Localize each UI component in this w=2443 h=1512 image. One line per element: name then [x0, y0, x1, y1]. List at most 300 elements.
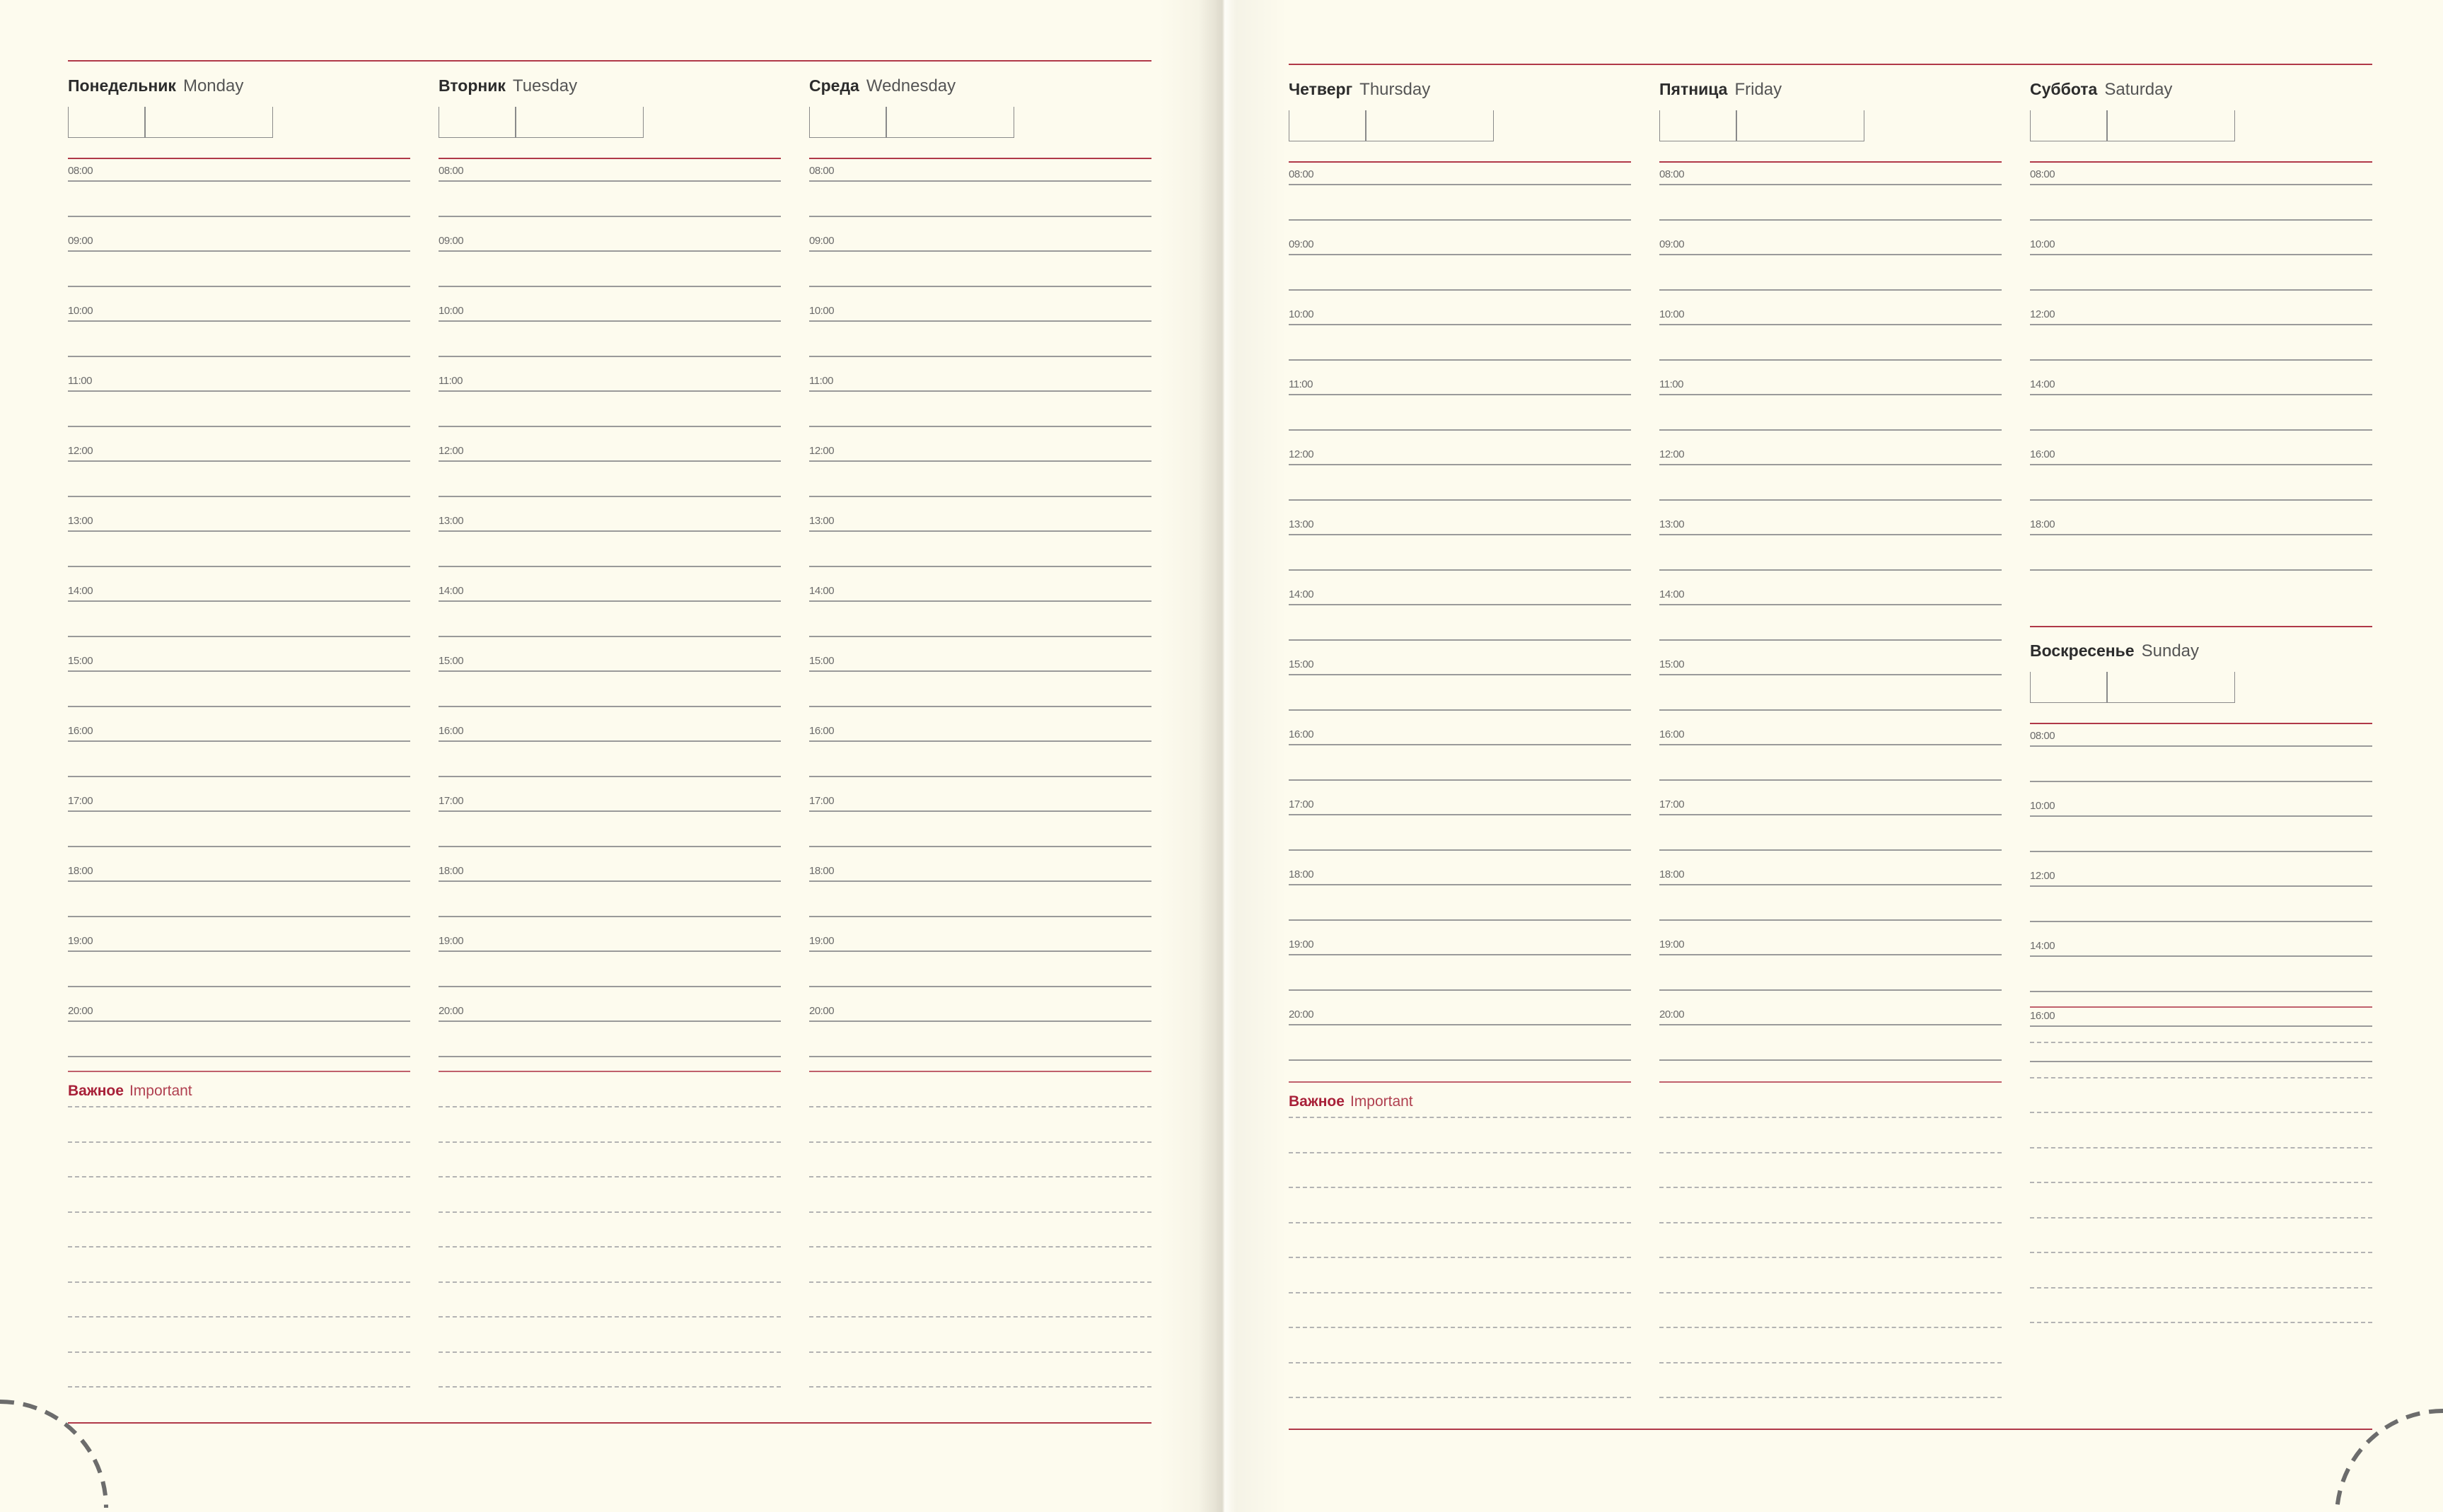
hour-slot[interactable]	[1289, 933, 1631, 1003]
hour-slot[interactable]	[1659, 373, 2002, 443]
notes-dashed-line	[2030, 1182, 2372, 1183]
notes-dashed-line	[2030, 1112, 2372, 1113]
half-hour-rule	[1289, 639, 1631, 641]
hour-label: 16:00	[809, 725, 835, 737]
hour-label: 08:00	[68, 165, 93, 177]
hour-label: 16:00	[439, 725, 464, 737]
half-hour-rule	[809, 846, 1151, 847]
notes-dashed-line	[1659, 1362, 2002, 1363]
half-hour-rule	[68, 286, 410, 287]
hour-rule	[2030, 394, 2372, 395]
hour-slot[interactable]	[809, 929, 1151, 999]
hour-rule	[1289, 254, 1631, 255]
hour-label: 08:00	[1289, 168, 1314, 180]
notes-dashed-line	[2030, 1287, 2372, 1289]
half-hour-rule	[68, 706, 410, 707]
hour-rule	[1289, 324, 1631, 325]
page-top-rule	[1289, 64, 2372, 65]
hour-slot[interactable]	[1659, 513, 2002, 583]
half-hour-rule	[439, 916, 781, 917]
half-hour-rule	[68, 636, 410, 637]
half-hour-rule	[68, 776, 410, 777]
notes-dashed-line	[809, 1141, 1151, 1143]
hour-slot[interactable]	[1659, 1003, 2002, 1073]
hour-schedule	[2030, 163, 2372, 583]
half-hour-rule	[68, 916, 410, 917]
hour-slot[interactable]	[68, 509, 410, 579]
hour-rule	[1659, 604, 2002, 605]
notes-dashed-line	[439, 1386, 781, 1388]
hour-slot[interactable]	[809, 859, 1151, 929]
notes-dashed-line	[1289, 1327, 1631, 1328]
hour-slot[interactable]	[1289, 443, 1631, 513]
half-hour-rule	[1659, 429, 2002, 431]
half-hour-rule	[809, 566, 1151, 567]
notes-dashed-line	[1659, 1257, 2002, 1258]
hour-label: 20:00	[809, 1005, 835, 1017]
hour-rule	[809, 670, 1151, 672]
hour-label: 11:00	[1289, 378, 1313, 390]
hour-slot[interactable]	[1289, 303, 1631, 373]
half-hour-rule	[2030, 921, 2372, 922]
important-rule	[809, 1071, 1151, 1072]
hour-slot[interactable]	[2030, 513, 2372, 583]
left-page	[0, 0, 1217, 1512]
hour-rule	[1659, 744, 2002, 745]
notes-dashed-line	[809, 1316, 1151, 1318]
notes-dashed-line	[1659, 1117, 2002, 1118]
date-day-box[interactable]	[809, 107, 887, 138]
hour-slot[interactable]	[1289, 373, 1631, 443]
hour-rule	[2030, 254, 2372, 255]
half-hour-rule	[809, 496, 1151, 497]
saturday-end-rule	[2030, 626, 2372, 627]
hour-slot[interactable]	[1289, 863, 1631, 933]
hour-rule	[439, 880, 781, 882]
half-hour-rule	[1289, 779, 1631, 781]
hour-rule	[809, 1020, 1151, 1022]
half-hour-rule	[1289, 849, 1631, 851]
hour-label: 12:00	[2030, 308, 2055, 320]
hour-label: 08:00	[439, 165, 464, 177]
important-label	[68, 1081, 192, 1103]
notes-dashed-line	[1659, 1327, 2002, 1328]
date-month-box[interactable]	[886, 107, 1014, 138]
hour-slot[interactable]	[1289, 233, 1631, 303]
hour-label: 12:00	[2030, 870, 2055, 882]
half-hour-rule	[809, 286, 1151, 287]
hour-slot[interactable]	[1659, 583, 2002, 653]
notes-dashed-line	[439, 1141, 781, 1143]
hour-slot[interactable]	[439, 719, 781, 789]
hour-slot[interactable]	[2030, 443, 2372, 513]
notes-dashed-line	[2030, 1147, 2372, 1148]
hour-rule	[1289, 184, 1631, 185]
half-hour-rule	[1659, 569, 2002, 571]
notes-dashed-line	[439, 1246, 781, 1248]
hour-label: 19:00	[1289, 938, 1314, 950]
day-header	[809, 71, 956, 100]
half-hour-rule	[809, 356, 1151, 357]
hour-label: 18:00	[1659, 868, 1685, 880]
hour-label: 10:00	[1659, 308, 1685, 320]
notes-dashed-line	[68, 1351, 410, 1353]
notes-dashed-line	[68, 1176, 410, 1177]
hour-label: 19:00	[809, 935, 835, 947]
half-hour-rule	[1659, 709, 2002, 711]
hour-slot[interactable]	[439, 439, 781, 509]
day-name-ru: Понедельник	[68, 76, 176, 95]
date-day-box[interactable]	[439, 107, 516, 138]
hour-slot[interactable]	[68, 299, 410, 369]
hour-slot[interactable]	[809, 579, 1151, 649]
important-rule	[1659, 1081, 2002, 1083]
half-hour-rule	[2030, 499, 2372, 501]
date-day-box[interactable]	[1659, 110, 1737, 141]
hour-slot[interactable]	[1289, 793, 1631, 863]
date-day-box[interactable]	[2030, 672, 2108, 703]
day-name-ru: Вторник	[439, 76, 506, 95]
hour-slot[interactable]	[1659, 793, 2002, 863]
hour-slot[interactable]	[809, 719, 1151, 789]
hour-slot[interactable]	[439, 509, 781, 579]
hour-rule	[2030, 184, 2372, 185]
hour-rule	[68, 810, 410, 812]
hour-rule	[1659, 1024, 2002, 1025]
half-hour-rule	[2030, 781, 2372, 782]
half-hour-rule	[439, 1056, 781, 1057]
hour-slot[interactable]	[439, 579, 781, 649]
notes-dashed-line	[1659, 1152, 2002, 1153]
hour-slot[interactable]	[1289, 583, 1631, 653]
day-name-en: Sunday	[2141, 641, 2200, 661]
hour-label: 19:00	[68, 935, 93, 947]
notes-dashed-line	[68, 1316, 410, 1318]
hour-slot[interactable]	[2030, 233, 2372, 303]
hour-slot[interactable]	[1289, 163, 1631, 233]
half-hour-rule	[809, 216, 1151, 217]
hour-label: 16:00	[2030, 448, 2055, 460]
hour-rule	[439, 740, 781, 742]
hour-label: 14:00	[439, 585, 464, 597]
hour-label: 19:00	[1659, 938, 1685, 950]
hour-label: 17:00	[439, 795, 464, 807]
hour-label: 08:00	[1659, 168, 1685, 180]
hour-slot[interactable]	[68, 999, 410, 1069]
hour-rule	[1659, 254, 2002, 255]
hour-rule	[2030, 745, 2372, 747]
important-rule	[1289, 1081, 1631, 1083]
hour-rule	[809, 880, 1151, 882]
hour-rule	[809, 250, 1151, 252]
half-hour-rule	[439, 706, 781, 707]
half-hour-rule	[1659, 639, 2002, 641]
hour-slot[interactable]	[68, 369, 410, 439]
hour-label: 08:00	[809, 165, 835, 177]
hour-rule	[439, 600, 781, 602]
hour-label: 11:00	[68, 375, 92, 387]
notes-dashed-line	[2030, 1077, 2372, 1078]
hour-rule	[2030, 464, 2372, 465]
date-month-box[interactable]	[2106, 672, 2235, 703]
notes-dashed-line	[1289, 1292, 1631, 1293]
notes-dashed-line	[1289, 1397, 1631, 1398]
hour-slot[interactable]	[2030, 864, 2372, 934]
notes-dashed-line	[1289, 1222, 1631, 1223]
hour-label: 20:00	[1289, 1008, 1314, 1020]
hour-slot[interactable]	[2030, 303, 2372, 373]
hour-slot[interactable]	[1659, 863, 2002, 933]
hour-rule	[1659, 954, 2002, 955]
hour-slot[interactable]	[2030, 1004, 2372, 1074]
hour-slot[interactable]	[1659, 163, 2002, 233]
hour-slot[interactable]	[1289, 653, 1631, 723]
hour-slot[interactable]	[68, 579, 410, 649]
hour-rule	[1289, 534, 1631, 535]
hour-slot[interactable]	[439, 649, 781, 719]
date-month-box[interactable]	[144, 107, 273, 138]
half-hour-rule	[809, 986, 1151, 987]
notes-dashed-line	[68, 1141, 410, 1143]
important-rule	[2030, 1006, 2372, 1008]
notes-dashed-line	[809, 1106, 1151, 1107]
notes-dashed-line	[1289, 1362, 1631, 1363]
hour-slot[interactable]	[809, 999, 1151, 1069]
hour-schedule	[1289, 163, 1631, 1073]
hour-slot[interactable]	[439, 299, 781, 369]
hour-rule	[1289, 674, 1631, 675]
notes-dashed-line	[809, 1351, 1151, 1353]
hour-rule	[1659, 394, 2002, 395]
hour-rule	[2030, 534, 2372, 535]
notes-dashed-line	[439, 1211, 781, 1213]
page-top-rule	[68, 60, 1151, 62]
hour-label: 17:00	[1659, 798, 1685, 810]
hour-slot[interactable]	[809, 159, 1151, 229]
hour-rule	[809, 530, 1151, 532]
hour-slot[interactable]	[68, 719, 410, 789]
hour-slot[interactable]	[2030, 794, 2372, 864]
hour-slot[interactable]	[439, 229, 781, 299]
half-hour-rule	[68, 566, 410, 567]
hour-label: 12:00	[1289, 448, 1314, 460]
hour-slot[interactable]	[68, 859, 410, 929]
notes-dashed-line	[1659, 1397, 2002, 1398]
hour-rule	[439, 250, 781, 252]
date-month-box[interactable]	[2106, 110, 2235, 141]
hour-slot[interactable]	[2030, 934, 2372, 1004]
day-header	[2030, 75, 2172, 103]
notes-dashed-line	[1659, 1222, 2002, 1223]
hour-label: 18:00	[1289, 868, 1314, 880]
hour-slot[interactable]	[809, 789, 1151, 859]
hour-slot[interactable]	[1659, 933, 2002, 1003]
important-label-ru: Важное	[1289, 1093, 1345, 1110]
half-hour-rule	[2030, 851, 2372, 852]
page-bottom-rule	[68, 1422, 1151, 1424]
notes-dashed-line	[2030, 1252, 2372, 1253]
hour-slot[interactable]	[1659, 443, 2002, 513]
date-month-box[interactable]	[515, 107, 644, 138]
hour-rule	[1659, 324, 2002, 325]
hour-slot[interactable]	[68, 229, 410, 299]
hour-rule	[68, 670, 410, 672]
half-hour-rule	[809, 706, 1151, 707]
hour-slot[interactable]	[1659, 653, 2002, 723]
hour-label: 12:00	[68, 445, 93, 457]
hour-slot[interactable]	[68, 929, 410, 999]
important-label-ru: Важное	[68, 1083, 124, 1099]
hour-label: 10:00	[439, 305, 464, 317]
hour-slot[interactable]	[1289, 513, 1631, 583]
half-hour-rule	[1289, 569, 1631, 571]
hour-slot[interactable]	[439, 789, 781, 859]
day-header	[68, 71, 243, 100]
hour-rule	[1289, 1024, 1631, 1025]
half-hour-rule	[1659, 499, 2002, 501]
notes-dashed-line	[1289, 1257, 1631, 1258]
hour-rule	[68, 460, 410, 462]
half-hour-rule	[1289, 289, 1631, 291]
hour-slot[interactable]	[1289, 723, 1631, 793]
half-hour-rule	[439, 636, 781, 637]
hour-schedule	[68, 159, 410, 1069]
day-header	[2030, 636, 2199, 665]
hour-slot[interactable]	[439, 159, 781, 229]
hour-rule	[68, 880, 410, 882]
hour-schedule	[2030, 724, 2372, 1074]
hour-rule	[1289, 604, 1631, 605]
day-header	[1659, 75, 1782, 103]
hour-slot[interactable]	[2030, 724, 2372, 794]
half-hour-rule	[809, 636, 1151, 637]
half-hour-rule	[2030, 991, 2372, 992]
date-day-box[interactable]	[1289, 110, 1366, 141]
hour-label: 12:00	[439, 445, 464, 457]
half-hour-rule	[1289, 219, 1631, 221]
day-header	[439, 71, 577, 100]
hour-slot[interactable]	[809, 509, 1151, 579]
half-hour-rule	[68, 356, 410, 357]
half-hour-rule	[1659, 219, 2002, 221]
hour-rule	[2030, 324, 2372, 325]
notes-dashed-line	[68, 1281, 410, 1283]
hour-rule	[2030, 1025, 2372, 1027]
hour-label: 18:00	[809, 865, 835, 877]
half-hour-rule	[439, 986, 781, 987]
hour-slot[interactable]	[809, 299, 1151, 369]
hour-slot[interactable]	[809, 229, 1151, 299]
half-hour-rule	[2030, 289, 2372, 291]
day-name-ru: Воскресенье	[2030, 641, 2135, 660]
half-hour-rule	[1289, 359, 1631, 361]
hour-slot[interactable]	[809, 369, 1151, 439]
important-label-en: Important	[1350, 1093, 1413, 1110]
important-label-en: Important	[129, 1083, 192, 1099]
hour-rule	[809, 950, 1151, 952]
hour-rule	[1289, 394, 1631, 395]
hour-slot[interactable]	[439, 999, 781, 1069]
hour-label: 13:00	[1659, 518, 1685, 530]
hour-slot[interactable]	[439, 369, 781, 439]
half-hour-rule	[809, 1056, 1151, 1057]
hour-label: 13:00	[1289, 518, 1314, 530]
half-hour-rule	[2030, 359, 2372, 361]
hour-label: 11:00	[1659, 378, 1683, 390]
hour-slot[interactable]	[439, 859, 781, 929]
hour-slot[interactable]	[68, 649, 410, 719]
hour-slot[interactable]	[1659, 723, 2002, 793]
half-hour-rule	[809, 426, 1151, 427]
hour-label: 15:00	[1289, 658, 1314, 670]
hour-label: 12:00	[809, 445, 835, 457]
hour-slot[interactable]	[2030, 373, 2372, 443]
notes-dashed-line	[2030, 1042, 2372, 1043]
hour-slot[interactable]	[809, 439, 1151, 509]
notes-dashed-line	[439, 1316, 781, 1318]
important-rule	[439, 1071, 781, 1072]
date-month-box[interactable]	[1736, 110, 1864, 141]
hour-rule	[1659, 534, 2002, 535]
hour-slot[interactable]	[1659, 303, 2002, 373]
hour-slot[interactable]	[68, 789, 410, 859]
half-hour-rule	[68, 846, 410, 847]
half-hour-rule	[1289, 709, 1631, 711]
date-day-box[interactable]	[2030, 110, 2108, 141]
important-label	[1289, 1091, 1413, 1114]
hour-schedule	[1659, 163, 2002, 1073]
hour-slot[interactable]	[68, 159, 410, 229]
day-name-en: Wednesday	[866, 76, 956, 95]
hour-label: 16:00	[1289, 728, 1314, 740]
hour-rule	[68, 320, 410, 322]
half-hour-rule	[439, 216, 781, 217]
hour-slot[interactable]	[1289, 1003, 1631, 1073]
hour-rule	[809, 740, 1151, 742]
hour-rule	[1289, 954, 1631, 955]
half-hour-rule	[439, 286, 781, 287]
half-hour-rule	[68, 1056, 410, 1057]
hour-rule	[68, 530, 410, 532]
hour-rule	[1659, 184, 2002, 185]
date-day-box[interactable]	[68, 107, 146, 138]
corner-dashed-arc-right	[2327, 1404, 2443, 1512]
hour-slot[interactable]	[1659, 233, 2002, 303]
hour-slot[interactable]	[68, 439, 410, 509]
hour-label: 20:00	[1659, 1008, 1685, 1020]
half-hour-rule	[809, 916, 1151, 917]
half-hour-rule	[2030, 569, 2372, 571]
hour-slot[interactable]	[809, 649, 1151, 719]
hour-label: 13:00	[809, 515, 835, 527]
hour-rule	[439, 670, 781, 672]
notes-dashed-line	[809, 1386, 1151, 1388]
hour-slot[interactable]	[2030, 163, 2372, 233]
half-hour-rule	[1289, 989, 1631, 991]
hour-schedule	[809, 159, 1151, 1069]
half-hour-rule	[1659, 779, 2002, 781]
hour-label: 10:00	[1289, 308, 1314, 320]
half-hour-rule	[439, 846, 781, 847]
hour-label: 16:00	[1659, 728, 1685, 740]
hour-slot[interactable]	[439, 929, 781, 999]
hour-rule	[2030, 815, 2372, 817]
notes-dashed-line	[1659, 1187, 2002, 1188]
date-month-box[interactable]	[1365, 110, 1494, 141]
hour-label: 14:00	[2030, 378, 2055, 390]
hour-label: 12:00	[1659, 448, 1685, 460]
notes-dashed-line	[1289, 1152, 1631, 1153]
